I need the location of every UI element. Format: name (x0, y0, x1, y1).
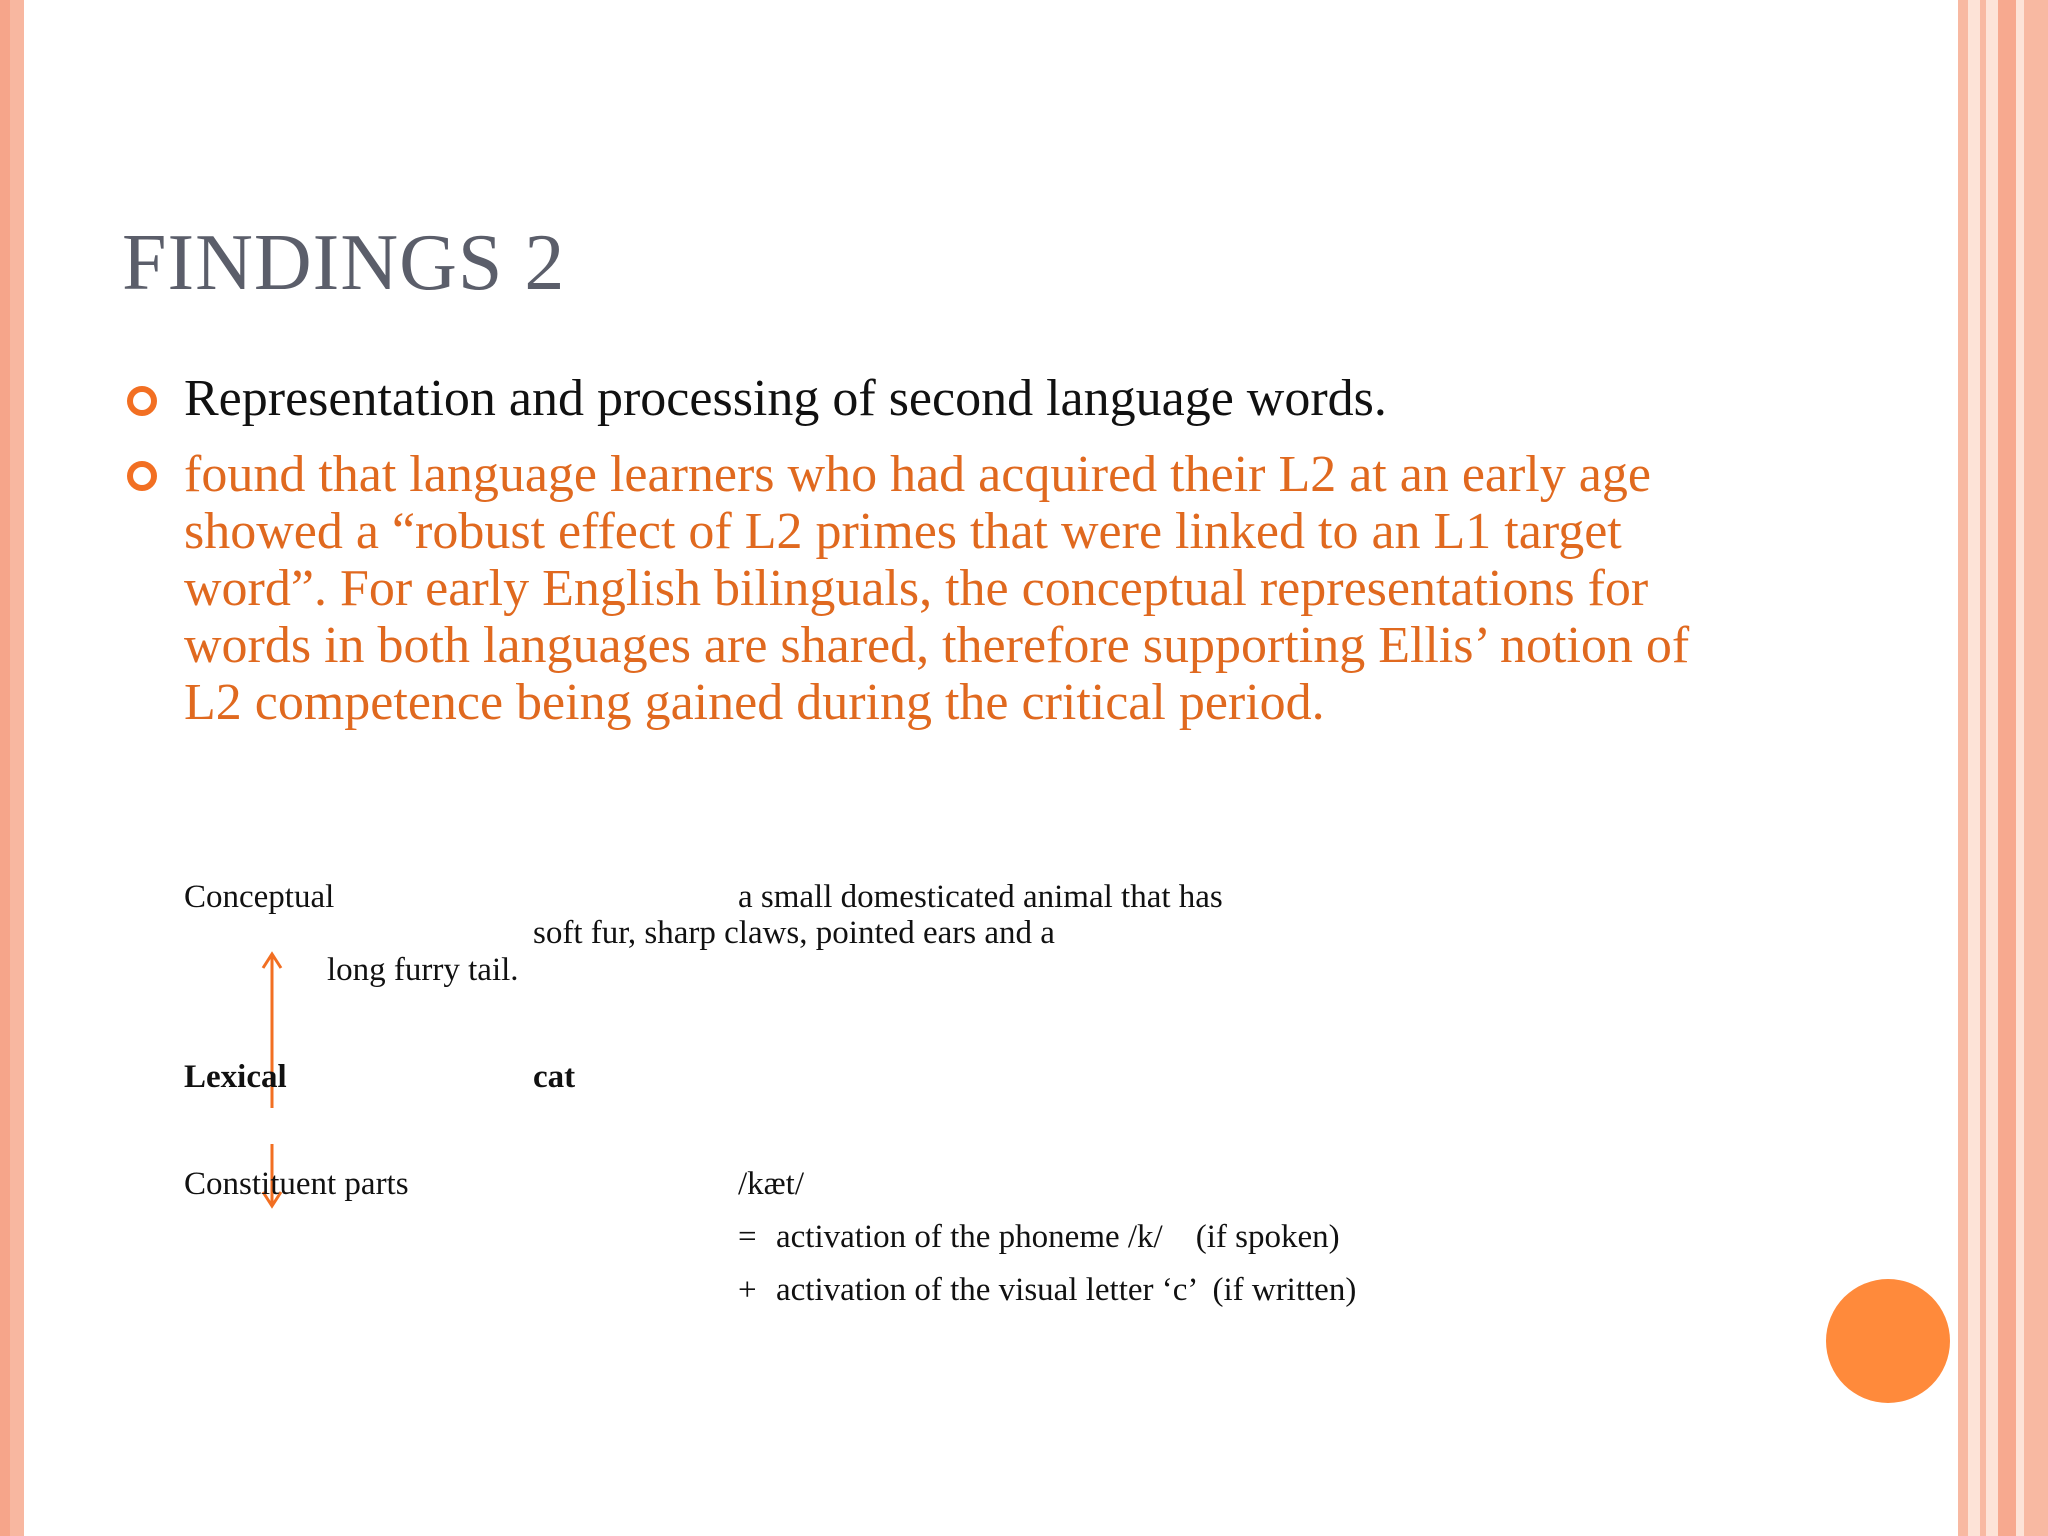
bullet-text-2: found that language learners who had acquired their L2 at an early age showed a “robust effect of L2 primes that were linked to an L1 target word”. For early English bilinguals, the conceptual representations for words in both languages are shared, therefore supporting Ellis’ notion of L2 competence being gained during the critical period. (184, 446, 1690, 731)
slide-title: FINDINGS 2 (122, 219, 566, 307)
decorative-circle (1826, 1279, 1950, 1403)
bullet-ring-icon (127, 386, 157, 416)
letter-activation-text: activation of the visual letter ‘c’ (if written) (776, 1272, 1357, 1308)
left-stripe-accent (0, 0, 10, 1536)
right-stripe (1958, 0, 1968, 1536)
constituent-parts-label: Constituent parts (184, 1166, 409, 1202)
phonetic-transcription: /kæt/ (738, 1166, 805, 1202)
lexical-word: cat (533, 1059, 576, 1095)
plus-symbol: + (738, 1272, 757, 1308)
conceptual-definition-line-2: soft fur, sharp claws, pointed ears and a (533, 915, 1055, 951)
bullet-ring-icon (127, 461, 157, 491)
right-stripe (2024, 0, 2048, 1536)
equals-symbol: = (738, 1219, 757, 1255)
conceptual-label: Conceptual (184, 879, 335, 915)
left-decorative-stripe (0, 0, 24, 1536)
conceptual-definition-line-3: long furry tail. (327, 952, 519, 988)
conceptual-definition-line-1: a small domesticated animal that has (738, 879, 1223, 915)
bullet-text-1: Representation and processing of second language words. (184, 370, 1387, 427)
right-stripe (1998, 0, 2016, 1536)
phoneme-activation-text: activation of the phoneme /k/ (if spoken) (776, 1219, 1340, 1255)
right-stripe (1980, 0, 1986, 1536)
lexical-label: Lexical (184, 1059, 287, 1095)
